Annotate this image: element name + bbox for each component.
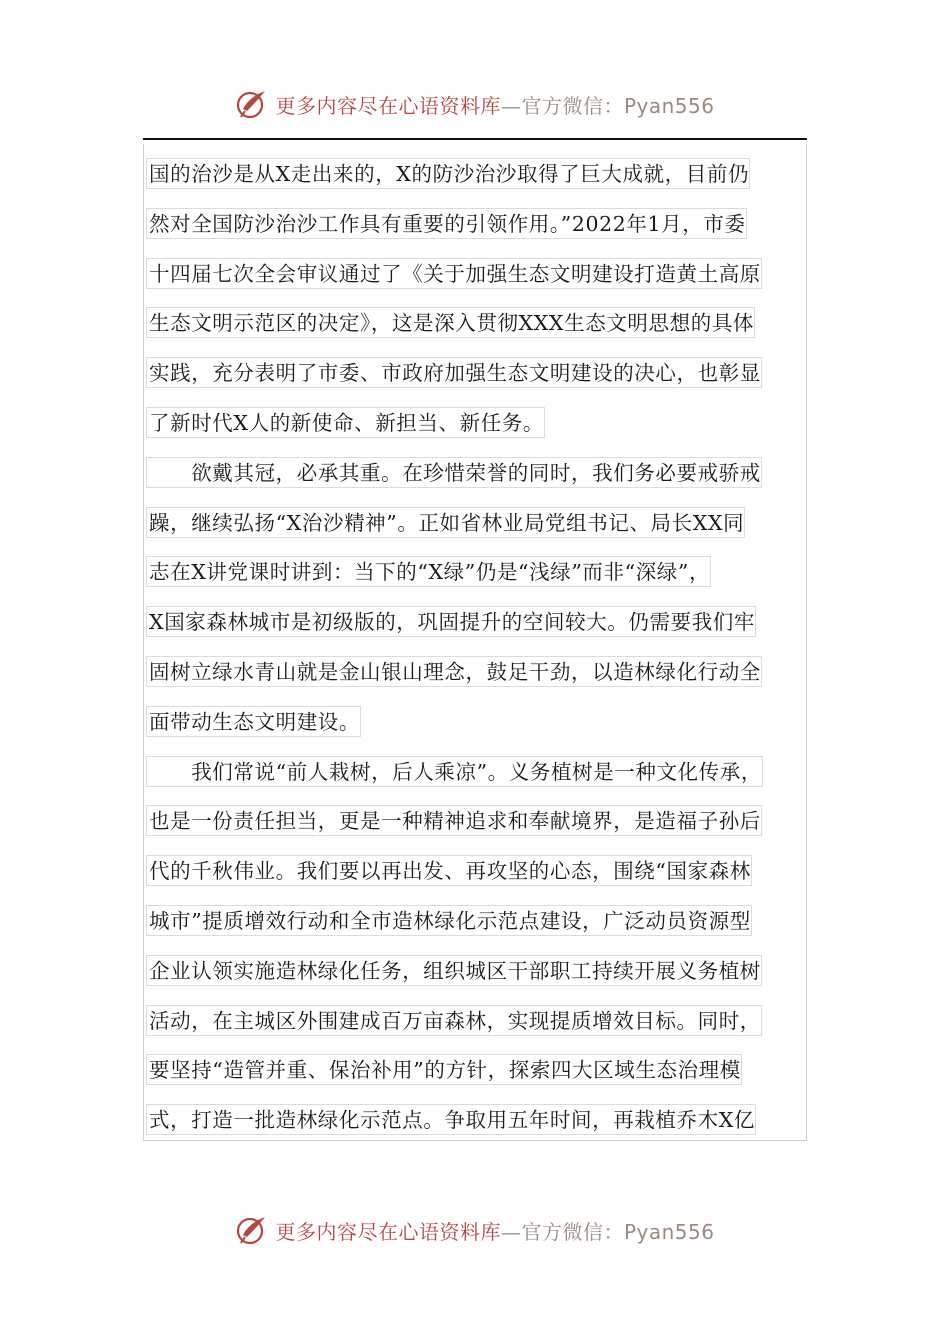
text-line: 实践，充分表明了市委、市政府加强生态文明建设的决心，也彰显	[146, 357, 762, 388]
text-line: 代的千秋伟业。我们要以再出发、再攻坚的心态，围绕“国家森林	[146, 855, 752, 886]
text-line: 城市”提质增效行动和全市造林绿化示范点建设，广泛动员资源型	[146, 905, 752, 936]
text-line: 式，打造一批造林绿化示范点。争取用五年时间，再栽植乔木X亿	[146, 1104, 756, 1135]
text-line: 企业认领实施造林绿化任务，组织城区干部职工持续开展义务植树	[146, 955, 762, 986]
footer-text	[275, 1216, 714, 1245]
text-line: 然对全国防沙治沙工作具有重要的引领作用。”2022年1月，市委	[146, 208, 747, 239]
footer-banner	[0, 1210, 950, 1250]
text-line: 生态文明示范区的决定》，这是深入贯彻XXX生态文明思想的具体	[146, 307, 755, 338]
text-line: 我们常说“前人栽树，后人乘凉”。义务植树是一种文化传承，	[146, 756, 763, 787]
footer-prefix: 更多内容尽在心语资料库	[275, 1219, 501, 1244]
header-text	[275, 90, 714, 119]
quill-logo-icon	[235, 1213, 269, 1247]
text-line: 躁，继续弘扬“X治沙精神”。正如省林业局党组书记、局长XX同	[146, 507, 745, 538]
footer-dash: —	[500, 1219, 522, 1244]
header-dash: —	[500, 93, 522, 118]
text-frame	[143, 144, 807, 1141]
header-suffix: 官方微信：Pyan556	[521, 93, 715, 118]
text-line: 欲戴其冠，必承其重。在珍惜荣誉的同时，我们务必要戒骄戒	[146, 457, 762, 488]
text-line: 了新时代X人的新使命、新担当、新任务。	[146, 407, 545, 438]
header-rule	[143, 138, 807, 140]
text-line: 国的治沙是从X走出来的，X的防沙治沙取得了巨大成就，目前仍	[146, 158, 750, 189]
text-line: 也是一份责任担当，更是一种精神追求和奉献境界，是造福子孙后	[146, 805, 762, 836]
header-prefix: 更多内容尽在心语资料库	[275, 93, 501, 118]
text-line: X国家森林城市是初级版的，巩固提升的空间较大。仍需要我们牢	[146, 606, 756, 637]
text-line: 十四届七次全会审议通过了《关于加强生态文明建设打造黄土高原	[146, 258, 762, 289]
text-line: 面带动生态文明建设。	[146, 706, 361, 737]
text-line: 活动，在主城区外围建成百万亩森林，实现提质增效目标。同时，	[146, 1005, 762, 1036]
text-line: 固树立绿水青山就是金山银山理念，鼓足干劲，以造林绿化行动全	[146, 656, 762, 687]
text-line: 志在X讲党课时讲到：当下的“X绿”仍是“浅绿”而非“深绿”，	[146, 556, 711, 587]
text-line: 要坚持“造管并重、保治补用”的方针，探索四大区域生态治理模	[146, 1054, 742, 1085]
header-banner	[0, 84, 950, 124]
footer-suffix: 官方微信：Pyan556	[521, 1219, 715, 1244]
quill-logo-icon	[235, 87, 269, 121]
